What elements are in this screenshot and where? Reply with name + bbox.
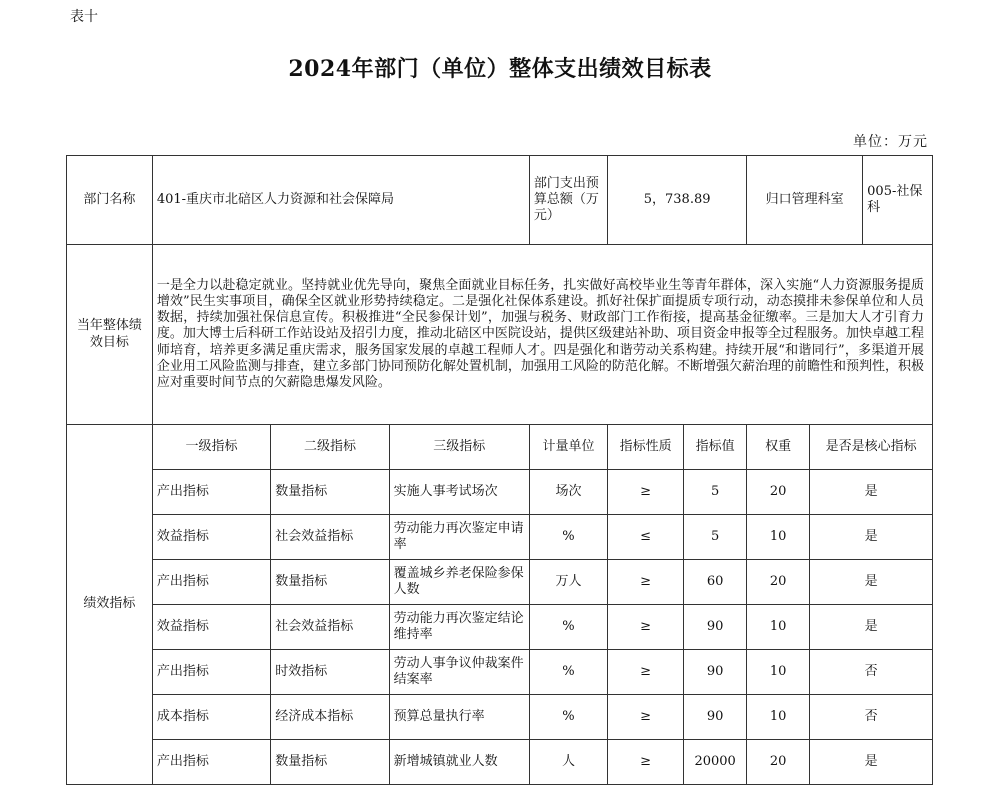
- weight-cell: 10: [747, 695, 810, 740]
- weight-cell: 20: [747, 470, 810, 515]
- nature-cell: ≥: [608, 695, 684, 740]
- value-cell: 90: [684, 650, 747, 695]
- value-cell: 5: [684, 470, 747, 515]
- nature-cell: ≥: [608, 650, 684, 695]
- level1-cell: 产出指标: [152, 470, 270, 515]
- level2-cell: 社会效益指标: [271, 605, 389, 650]
- level2-cell: 社会效益指标: [271, 515, 389, 560]
- table-row: [67, 515, 933, 560]
- dept-name-label: 部门名称: [67, 156, 153, 245]
- core-cell: 是: [810, 740, 933, 785]
- level1-cell: 产出指标: [152, 740, 270, 785]
- unit-label: 单位：万元: [853, 134, 928, 150]
- unit-cell: %: [529, 650, 607, 695]
- value-cell: 90: [684, 695, 747, 740]
- table-row: [67, 740, 933, 785]
- mgmt-dept-value: 005-社保科: [867, 183, 923, 215]
- weight-cell: 20: [747, 740, 810, 785]
- header-nature: 指标性质: [608, 425, 684, 470]
- value-cell: 5: [684, 515, 747, 560]
- unit-cell: 万人: [529, 560, 607, 605]
- level3-cell: 劳动人事争议仲裁案件结案率: [389, 650, 529, 695]
- weight-cell: 10: [747, 650, 810, 695]
- level2-cell: 时效指标: [271, 650, 389, 695]
- header-value: 指标值: [684, 425, 747, 470]
- weight-cell: 10: [747, 605, 810, 650]
- level2-cell: 经济成本指标: [271, 695, 389, 740]
- page-title: 2024年部门（单位）整体支出绩效目标表: [288, 56, 712, 82]
- mgmt-cell: [747, 156, 933, 245]
- level3-cell: 实施人事考试场次: [389, 470, 529, 515]
- goal-row: [67, 245, 933, 425]
- level3-cell: 覆盖城乡养老保险参保人数: [389, 560, 529, 605]
- level1-cell: 产出指标: [152, 650, 270, 695]
- nature-cell: ≥: [608, 605, 684, 650]
- mgmt-dept-label: 归口管理科室: [747, 156, 863, 244]
- unit-cell: %: [529, 515, 607, 560]
- goal-text: 一是全力以赴稳定就业。坚持就业优先导向，聚焦全面就业目标任务，扎实做好高校毕业生等青年群体，深入实施“人力资源服务提质增效”民生实事项目，确保全区就业形势持续稳定。二是强化社保体系建设。抓好社保扩面提质专项行动，动态摸排未参保单位和人员数据，持续加强社保信息宣传。积极推进“全民参保计划”，加强与税务、财政部门工作衔接，提高基金征缴率。三是加大人才引育力度。加大博士后科研工作站设站及招引力度，推动北碚区中医院设站，提供区级建站补助、项目资金申报等全过程服务。加快卓越工程师培育，培养更多满足重庆需求，服务国家发展的卓越工程师人才。四是强化和谐劳动关系构建。持续开展“和谐同行”，多渠道开展企业用工风险监测与排查，建立多部门协同预防化解处置机制，加强用工风险的防范化解。不断增强欠薪治理的前瞻性和预判性，积极应对重要时间节点的欠薪隐患爆发风险。: [152, 245, 932, 425]
- dept-name-value: 401-重庆市北碚区人力资源和社会保障局: [152, 156, 529, 245]
- unit-cell: 场次: [529, 470, 607, 515]
- weight-cell: 20: [747, 560, 810, 605]
- table-row: [67, 560, 933, 605]
- level1-cell: 效益指标: [152, 605, 270, 650]
- table-number: 表十: [70, 9, 98, 25]
- budget-value: 5，738.89: [608, 156, 747, 245]
- performance-table: [66, 155, 933, 785]
- table-row: [67, 470, 933, 515]
- header-level2: 二级指标: [271, 425, 389, 470]
- level1-cell: 成本指标: [152, 695, 270, 740]
- level3-cell: 劳动能力再次鉴定结论维持率: [389, 605, 529, 650]
- header-level1: 一级指标: [152, 425, 270, 470]
- nature-cell: ≥: [608, 470, 684, 515]
- budget-label: 部门支出预算总额（万元）: [529, 156, 607, 245]
- weight-cell: 10: [747, 515, 810, 560]
- indicator-header-row: [67, 425, 933, 470]
- value-cell: 90: [684, 605, 747, 650]
- level1-cell: 产出指标: [152, 560, 270, 605]
- unit-cell: 人: [529, 740, 607, 785]
- table-row: [67, 695, 933, 740]
- info-row: [67, 156, 933, 245]
- level2-cell: 数量指标: [271, 560, 389, 605]
- level3-cell: 劳动能力再次鉴定申请率: [389, 515, 529, 560]
- table-row: [67, 605, 933, 650]
- value-cell: 20000: [684, 740, 747, 785]
- goal-label: 当年整体绩效目标: [67, 245, 153, 425]
- level1-cell: 效益指标: [152, 515, 270, 560]
- unit-cell: %: [529, 605, 607, 650]
- core-cell: 是: [810, 515, 933, 560]
- level2-cell: 数量指标: [271, 470, 389, 515]
- core-cell: 是: [810, 470, 933, 515]
- header-weight: 权重: [747, 425, 810, 470]
- core-cell: 是: [810, 560, 933, 605]
- nature-cell: ≥: [608, 740, 684, 785]
- table-row: [67, 650, 933, 695]
- core-cell: 否: [810, 695, 933, 740]
- nature-cell: ≤: [608, 515, 684, 560]
- level2-cell: 数量指标: [271, 740, 389, 785]
- header-level3: 三级指标: [389, 425, 529, 470]
- header-unit: 计量单位: [529, 425, 607, 470]
- level3-cell: 新增城镇就业人数: [389, 740, 529, 785]
- indicators-label: 绩效指标: [67, 425, 153, 785]
- level3-cell: 预算总量执行率: [389, 695, 529, 740]
- core-cell: 是: [810, 605, 933, 650]
- nature-cell: ≥: [608, 560, 684, 605]
- core-cell: 否: [810, 650, 933, 695]
- header-core: 是否是核心指标: [810, 425, 933, 470]
- value-cell: 60: [684, 560, 747, 605]
- unit-cell: %: [529, 695, 607, 740]
